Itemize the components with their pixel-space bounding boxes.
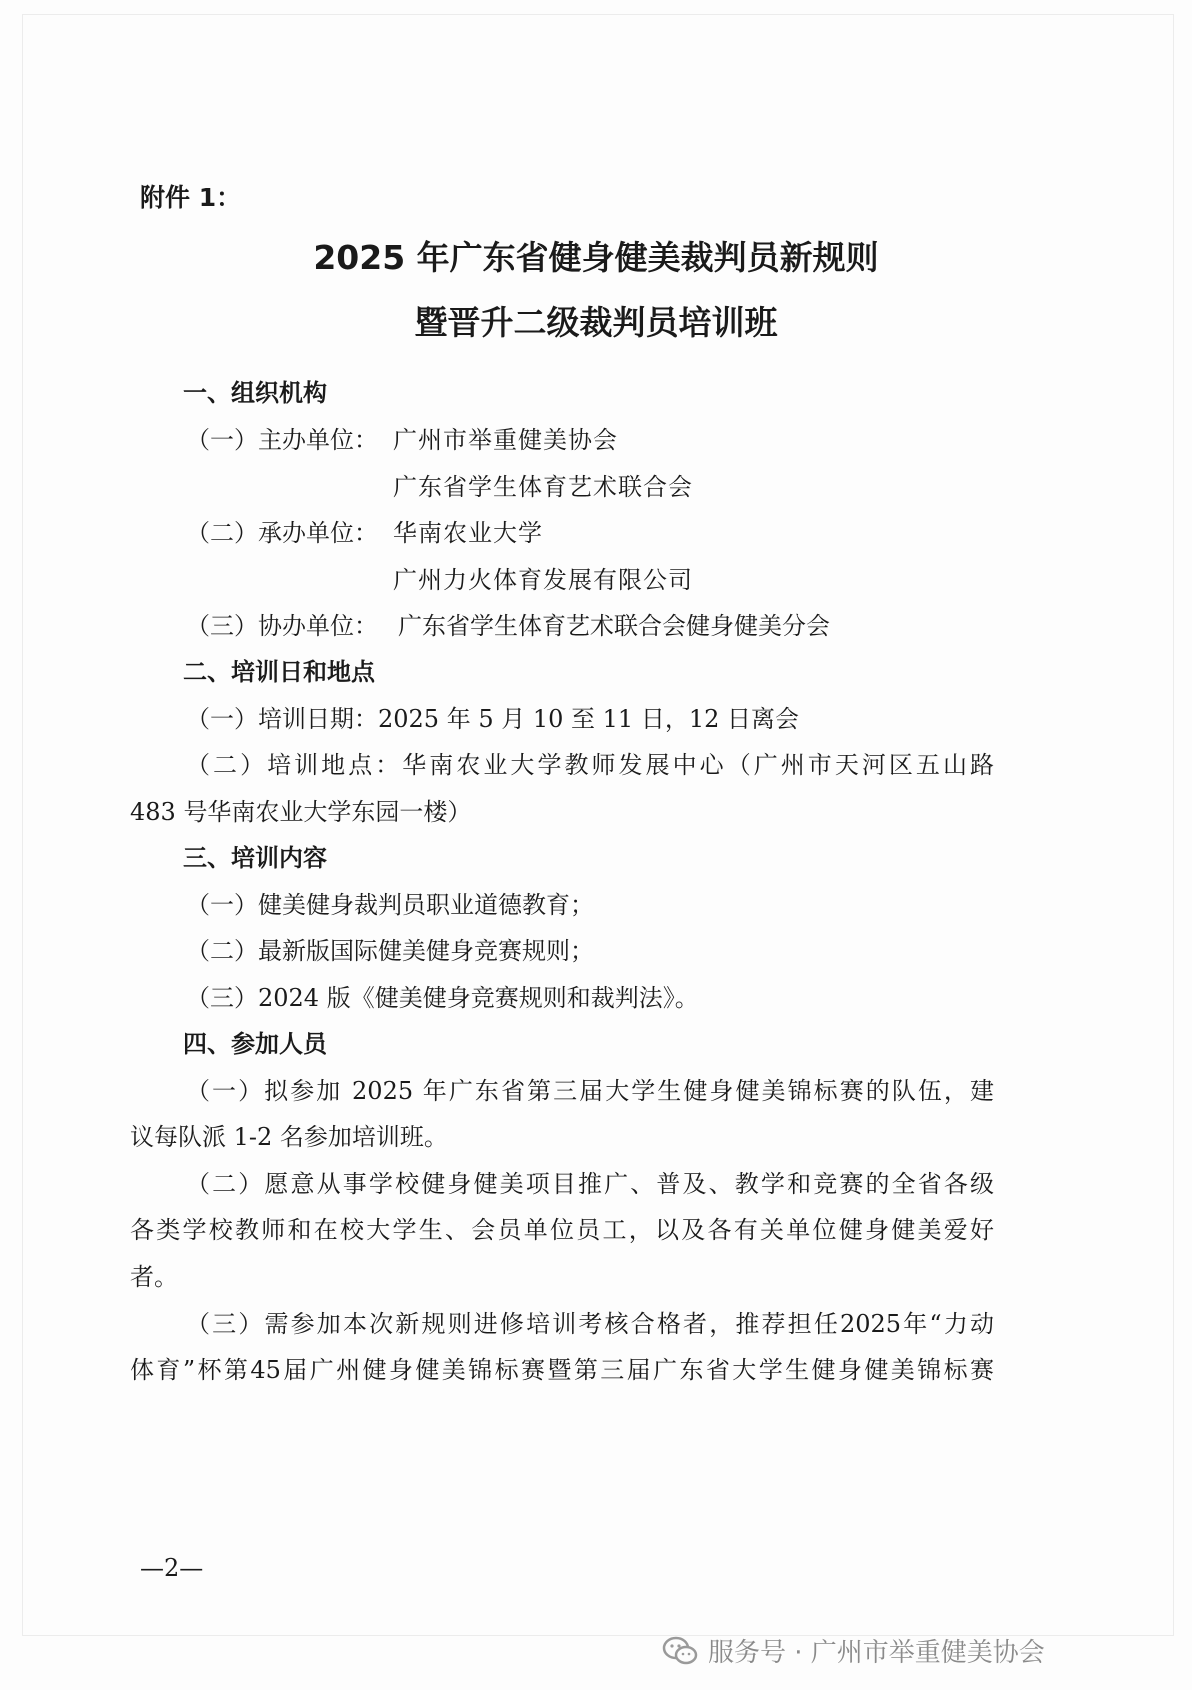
organizer-label: （二）承办单位： bbox=[186, 519, 378, 547]
participants-p2-line-1: （二）愿意从事学校健身健美项目推广、普及、教学和竞赛的全省各级 bbox=[186, 1170, 994, 1198]
training-place-line-1: （二）培训地点：华南农业大学教师发展中心（广州市天河区五山路 bbox=[186, 751, 994, 779]
attachment-label: 附件 1： bbox=[140, 183, 242, 212]
participants-p1-line-2: 议每队派 1-2 名参加培训班。 bbox=[130, 1123, 448, 1151]
host-unit-1: 广州市举重健美协会 bbox=[393, 426, 618, 454]
section-heading-time-place: 二、培训日和地点 bbox=[183, 658, 375, 686]
section-heading-content: 三、培训内容 bbox=[183, 844, 327, 872]
section-heading-org: 一、组织机构 bbox=[183, 379, 327, 407]
co-organizer-label: （三）协办单位： bbox=[186, 612, 378, 640]
participants-p2-line-2: 各类学校教师和在校大学生、会员单位员工，以及各有关单位健身健美爱好 bbox=[130, 1216, 994, 1244]
organizer-unit-2: 广州力火体育发展有限公司 bbox=[393, 566, 693, 594]
content-item-1: （一）健美健身裁判员职业道德教育； bbox=[186, 891, 594, 919]
page-number: —2— bbox=[140, 1554, 204, 1582]
participants-p1-line-1: （一）拟参加 2025 年广东省第三届大学生健身健美锦标赛的队伍，建 bbox=[186, 1077, 994, 1105]
training-place-line-2: 483 号华南农业大学东园一楼） bbox=[130, 798, 472, 826]
training-date: （一）培训日期：2025 年 5 月 10 至 11 日，12 日离会 bbox=[186, 705, 799, 733]
content-item-2: （二）最新版国际健美健身竞赛规则； bbox=[186, 937, 594, 965]
content-item-3: （三）2024 版《健美健身竞赛规则和裁判法》。 bbox=[186, 984, 699, 1012]
co-organizer-unit-1: 广东省学生体育艺术联合会健身健美分会 bbox=[398, 612, 830, 640]
wechat-service-icon bbox=[662, 1636, 698, 1666]
participants-p3-line-2: 体育”杯第45届广州健身健美锦标赛暨第三届广东省大学生健身健美锦标赛 bbox=[130, 1356, 994, 1384]
participants-p3-line-1: （三）需参加本次新规则进修培训考核合格者，推荐担任2025年“力动 bbox=[186, 1310, 994, 1338]
organizer-unit-1: 华南农业大学 bbox=[393, 519, 543, 547]
watermark-text: 服务号 · 广州市举重健美协会 bbox=[708, 1638, 1045, 1668]
section-heading-participants: 四、参加人员 bbox=[183, 1030, 327, 1058]
host-label: （一）主办单位： bbox=[186, 426, 378, 454]
host-unit-2: 广东省学生体育艺术联合会 bbox=[393, 473, 693, 501]
title-line-1: 2025 年广东省健身健美裁判员新规则 bbox=[313, 238, 879, 277]
title-line-2: 暨晋升二级裁判员培训班 bbox=[414, 303, 778, 342]
account-watermark bbox=[662, 1632, 1045, 1669]
participants-p2-line-3: 者。 bbox=[130, 1263, 178, 1291]
